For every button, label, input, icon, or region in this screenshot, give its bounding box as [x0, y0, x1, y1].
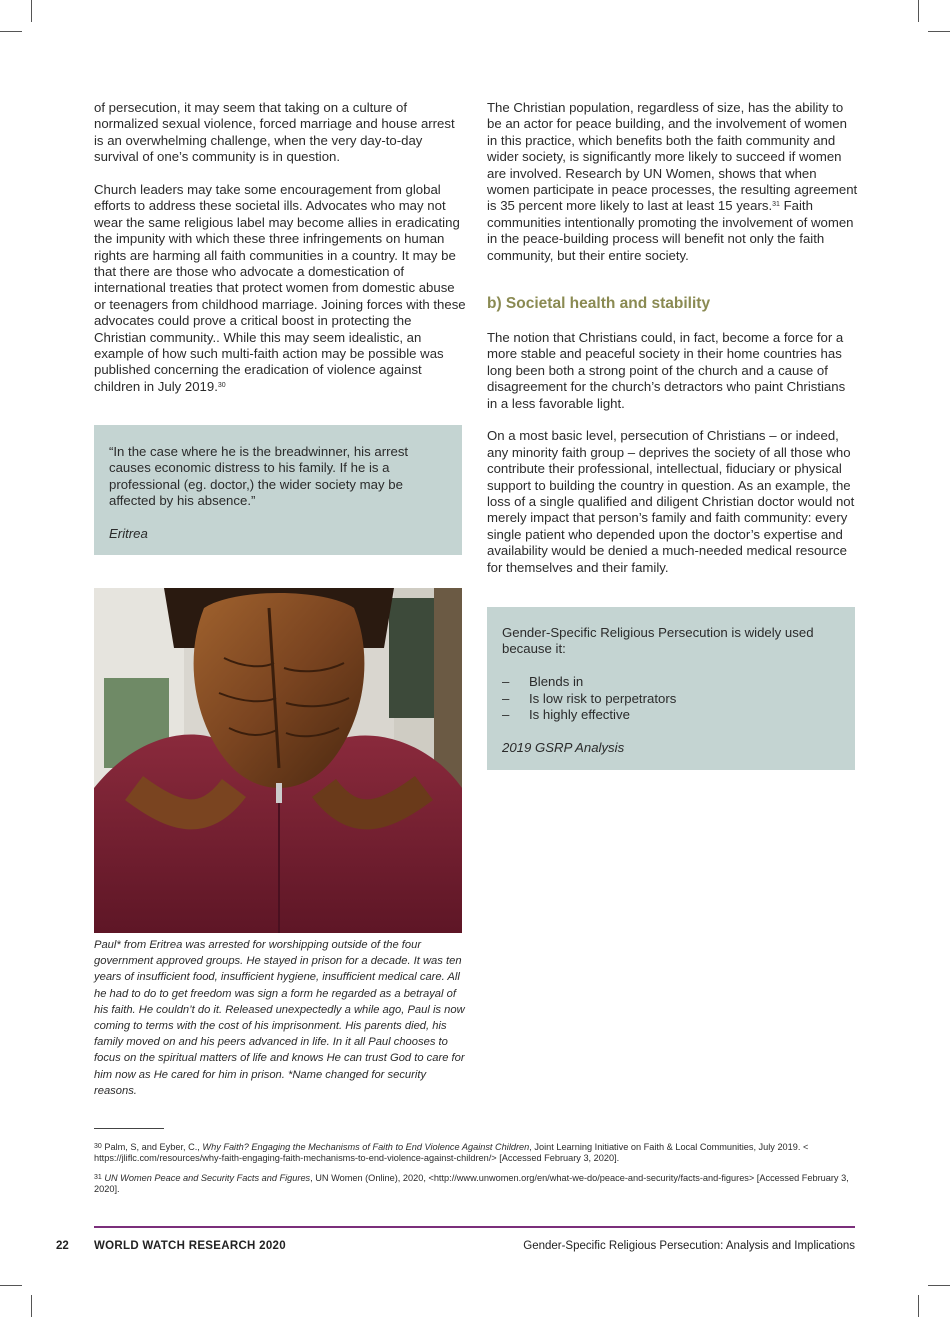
quote-source: Eritrea	[109, 526, 148, 542]
crop-mark	[0, 1285, 22, 1286]
right-paragraph-1	[487, 100, 859, 264]
right-paragraph-1-text: The Christian population, regardless of size, has the ability to be an actor for peace building, and the involvement of women in this practice, which benefits both the faith community and wider society, is significantly more likely to succeed if women are involved. Research by UN Women, shows that when women participate in peace processes, the resulting agreement is 35 percent more likely to last at least 15 years.	[487, 100, 858, 214]
footnote-ref-31[interactable]: 31	[772, 201, 780, 209]
left-paragraph-2	[94, 182, 466, 395]
footnote-divider	[94, 1128, 164, 1129]
right-column-bottom	[487, 330, 859, 592]
footnote-30-number: 30	[94, 1143, 102, 1150]
crop-mark	[928, 1285, 950, 1286]
quote-box	[94, 425, 462, 555]
footnote-30	[94, 1142, 856, 1165]
report-title: Gender-Specific Religious Persecution: Analysis and Implications	[523, 1240, 855, 1252]
publication-name: WORLD WATCH RESEARCH 2020	[94, 1240, 286, 1252]
photo-caption: Paul* from Eritrea was arrested for worshipping outside of the four government approved groups. He stayed in prison for a decade. It was ten years of insufficient food, insufficient hygiene, insufficient medical care. All he had to do to get freedom was sign a form he regarded as a betrayal of his faith. He couldn’t do it. Released unexpectedly a while ago, Paul is now coming to terms with the cost of his imprisonment. His parents died, his family moved on and his peers advanced in life. In it all Paul chooses to focus on the spiritual matters of life and knows He can trust God to care for him now as He cared for him in prison. *Name changed for security reasons.	[94, 939, 465, 1097]
info-box-list	[502, 674, 840, 723]
right-column-top	[487, 100, 859, 280]
footnote-31	[94, 1173, 856, 1196]
left-paragraph-2-text: Church leaders may take some encouragement from global efforts to address these societal ills. Advocates who may not wear the same religious label may become allies in eradicating the impunity with which these three infringements on human rights are harming all faith communities in a country. It may be that there are those who advocate a domestication of international treaties that protect women from domestic abuse or teenagers from childhood marriage. Joining forces with these advocates could prove a critical boost in protecting the Christian community.. While this may seem idealistic, an example of how such multi-faith action may be possible was published concerning the eradication of violence against children in July 2019.	[94, 182, 466, 394]
page-number: 22	[56, 1240, 69, 1252]
footnote-31-number: 31	[94, 1174, 102, 1181]
info-box-item: – Blends in	[502, 674, 840, 690]
right-paragraph-3: On a most basic level, persecution of Christians – or indeed, any minority faith group – deprives the society of all those who contribute their professional, intellectual, fiduciary or physical support to building the country in question. As an example, the loss of a single qualified and diligent Christian doctor would not merely impact that person’s family and faith community: every single patient who depended upon the doctor’s expertise and availability would be denied a much-needed medical resource for themselves and their family.	[487, 428, 855, 575]
section-heading: b) Societal health and stability	[487, 295, 711, 312]
crop-mark	[918, 0, 919, 22]
footnote-31-title: UN Women Peace and Security Facts and Figures	[104, 1173, 311, 1183]
praying-hands-photo	[94, 588, 462, 933]
footnote-30-pre: Palm, S, and Eyber, C.,	[104, 1142, 203, 1152]
info-box-source: 2019 GSRP Analysis	[502, 739, 625, 755]
footer-rule	[94, 1226, 855, 1228]
footnote-30-title: Why Faith? Engaging the Mechanisms of Faith to End Violence Against Children	[202, 1142, 530, 1152]
crop-mark	[31, 1295, 32, 1317]
crop-mark	[918, 1295, 919, 1317]
footnote-30-post: , Joint Learning Initiative on Faith & Local Communities, July 2019. < https://jliflc.com/resources/why-faith-engaging-faith-mechanisms-to-end-violence-against-children/> [Accessed February 3, 2020].	[94, 1142, 809, 1164]
crop-mark	[31, 0, 32, 22]
crop-mark	[0, 31, 22, 32]
quote-text: “In the case where he is the breadwinner, his arrest causes economic distress to his family. If he is a professional (eg. doctor,) the wider society may be affected by his absence.”	[109, 444, 409, 509]
info-box	[487, 607, 855, 770]
footnote-ref-30[interactable]: 30	[217, 381, 226, 389]
crop-mark	[928, 31, 950, 32]
info-box-item: – Is low risk to perpetrators	[502, 691, 840, 707]
right-paragraph-2: The notion that Christians could, in fact, become a force for a more stable and peaceful society in their home countries has long been both a strong point of the church and a cause of disagreement for the church’s detractors who paint Christians in a less favorable light.	[487, 330, 846, 411]
left-paragraph-1: of persecution, it may seem that taking on a culture of normalized sexual violence, forced marriage and house arrest is an overwhelming challenge, when the very day-to-day survival of one’s community is in question.	[94, 100, 455, 165]
info-box-intro: Gender-Specific Religious Persecution is widely used because it:	[502, 625, 814, 657]
info-box-item: – Is highly effective	[502, 707, 840, 723]
footnote-31-post: , UN Women (Online), 2020, <http://www.unwomen.org/en/what-we-do/peace-and-security/facts-and-figures> [Accessed February 3, 2020].	[94, 1173, 849, 1195]
right-paragraph-1-continuation: Faith communities intentionally promoting the involvement of women in the peace-building process will benefit not only the faith community, but their entire society.	[487, 198, 854, 263]
left-column	[94, 100, 466, 412]
